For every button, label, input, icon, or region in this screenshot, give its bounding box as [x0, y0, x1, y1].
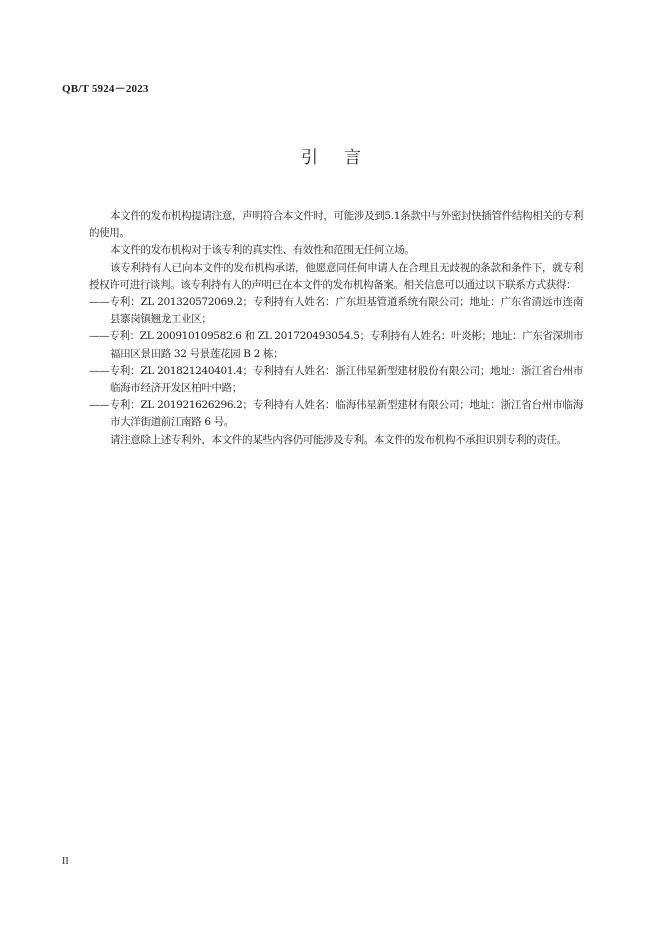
paragraph: 该专利持有人已向本文件的发布机构承诺，他愿意同任何申请人在合理且无歧视的条款和条件下，就专利授权许可进行谈判。该专利持有人的声明已在本文件的发布机构备案。相关信息可以通过以下联系方式获得： — [89, 261, 583, 291]
patent-item: ——专利：ZL 200910109582.6 和 ZL 201720493054.5；专利持有人姓名：叶炎彬；地址：广东省深圳市福田区景田路 32 号景莲花园 B 2 栋； — [89, 330, 583, 360]
patent-item: ——专利：ZL 201921626296.2；专利持有人姓名：临海伟星新型建材有限公司；地址：浙江省台州市临海市大洋街道前江南路 6 号。 — [89, 399, 583, 429]
closing-paragraph: 请注意除上述专利外，本文件的某些内容仍可能涉及专利。本文件的发布机构不承担识别专利的责任。 — [110, 433, 567, 446]
standard-code: QB/T 5924－2023 — [62, 83, 149, 95]
page-number: II — [62, 856, 69, 867]
paragraph: 本文件的发布机构对于该专利的真实性、有效性和范围无任何立场。 — [110, 244, 415, 257]
page-title: 引言 — [301, 148, 387, 168]
patent-item: ——专利：ZL 201821240401.4；专利持有人姓名：浙江伟星新型建材股份有限公司；地址：浙江省台州市临海市经济开发区柏叶中路； — [89, 364, 583, 395]
paragraph: 本文件的发布机构提请注意，声明符合本文件时，可能涉及到5.1条款中与外密封快插管件结构相关的专利的使用。 — [89, 210, 583, 240]
patent-item: ——专利：ZL 201320572069.2；专利持有人姓名：广东坦基管道系统有限公司；地址：广东省清远市连南县寨岗镇翘龙工业区； — [89, 296, 583, 326]
document-body — [89, 208, 583, 449]
